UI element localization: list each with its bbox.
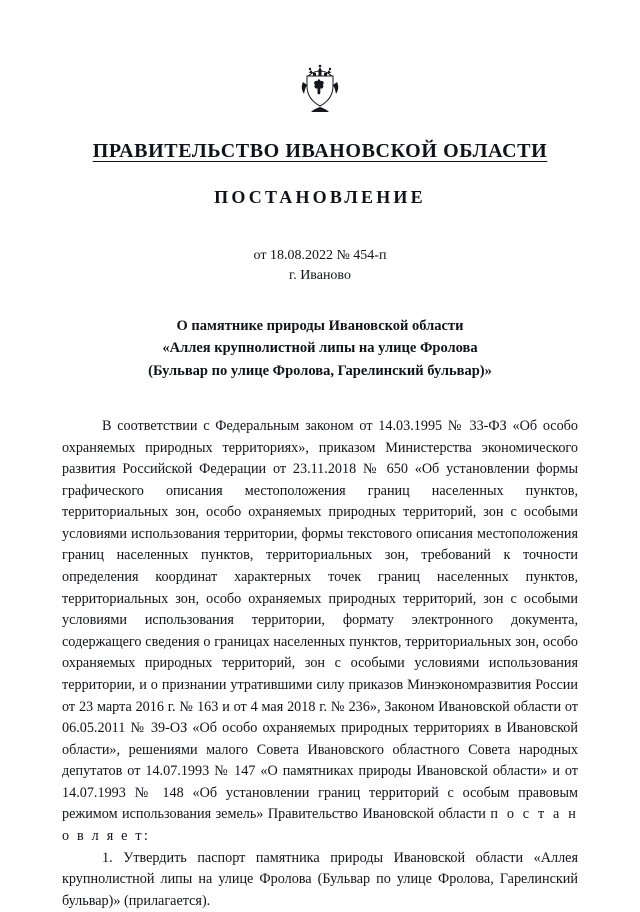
document-subject [62,315,578,382]
subject-line-2: «Аллея крупнолистной липы на улице Фролова [162,340,478,357]
resolves-colon: : [143,827,148,844]
page-title: ПРАВИТЕЛЬСТВО ИВАНОВСКОЙ ОБЛАСТИ [92,140,548,162]
coat-of-arms-icon [287,62,353,114]
document-meta [62,246,578,287]
document-body [62,416,578,912]
resolves-word: п о с т а н о в л я е т [62,806,578,844]
document-city: г. Иваново [289,268,351,284]
subject-line-1: О памятнике природы Ивановской области [176,317,464,334]
paragraph-preamble [62,416,578,848]
paragraph-item-1: 1. Утвердить паспорт памятника природы Ивановской области «Аллея крупнолистной липы на улице Фролова (Бульвар по улице Фролова, Гарелинский бульвар)» (прилагается). [62,849,578,909]
document-type: ПОСТАНОВЛЕНИЕ [214,187,426,207]
document-date-number: от 18.08.2022 № 454-п [253,248,387,263]
preamble-text: В соответствии с Федеральным законом от 14.03.1995 № 33-ФЗ «Об особо охраняемых природных территориях», приказом Министерства экономического развития Российской Федерации от 23.11.2018 № 650 «Об установлении формы графического описания местоположения границ населенных пунктов, территориальных зон, особо охраняемых природных территорий, зон с особыми условиями использования территории, формы текстового описания местоположения границ населенных пунктов, территориальных зон, требований к точности определения координат характерных точек границ населенных пунктов, территориальных зон, особо охраняемых природных территорий, зон с особыми условиями использования территории, формату электронного документа, содержащего сведения о границах населенных пунктов, территориальных зон, особо охраняемых природных территорий, зон с особыми условиями использования территории, и о признании утратившими силу приказов Минэкономразвития России от 23 марта 2016 г. № 163 и от 4 мая 2018 г. № 236», Законом Ивановской области от 06.05.2011 № 39-ОЗ «Об особо охраняемых природных территориях в Ивановской области», решениями малого Совета Ивановского областного Совета народных депутатов от 14.07.1993 № 147 «О памятниках природы Ивановской области» и от 14.07.1993 № 148 «Об установлении границ территорий с особым правовым режимом использования земель» Правительство Ивановской области [62,418,578,823]
subject-line-3: (Бульвар по улице Фролова, Гарелинский бульвар)» [148,362,492,379]
emblem-container [62,0,578,114]
